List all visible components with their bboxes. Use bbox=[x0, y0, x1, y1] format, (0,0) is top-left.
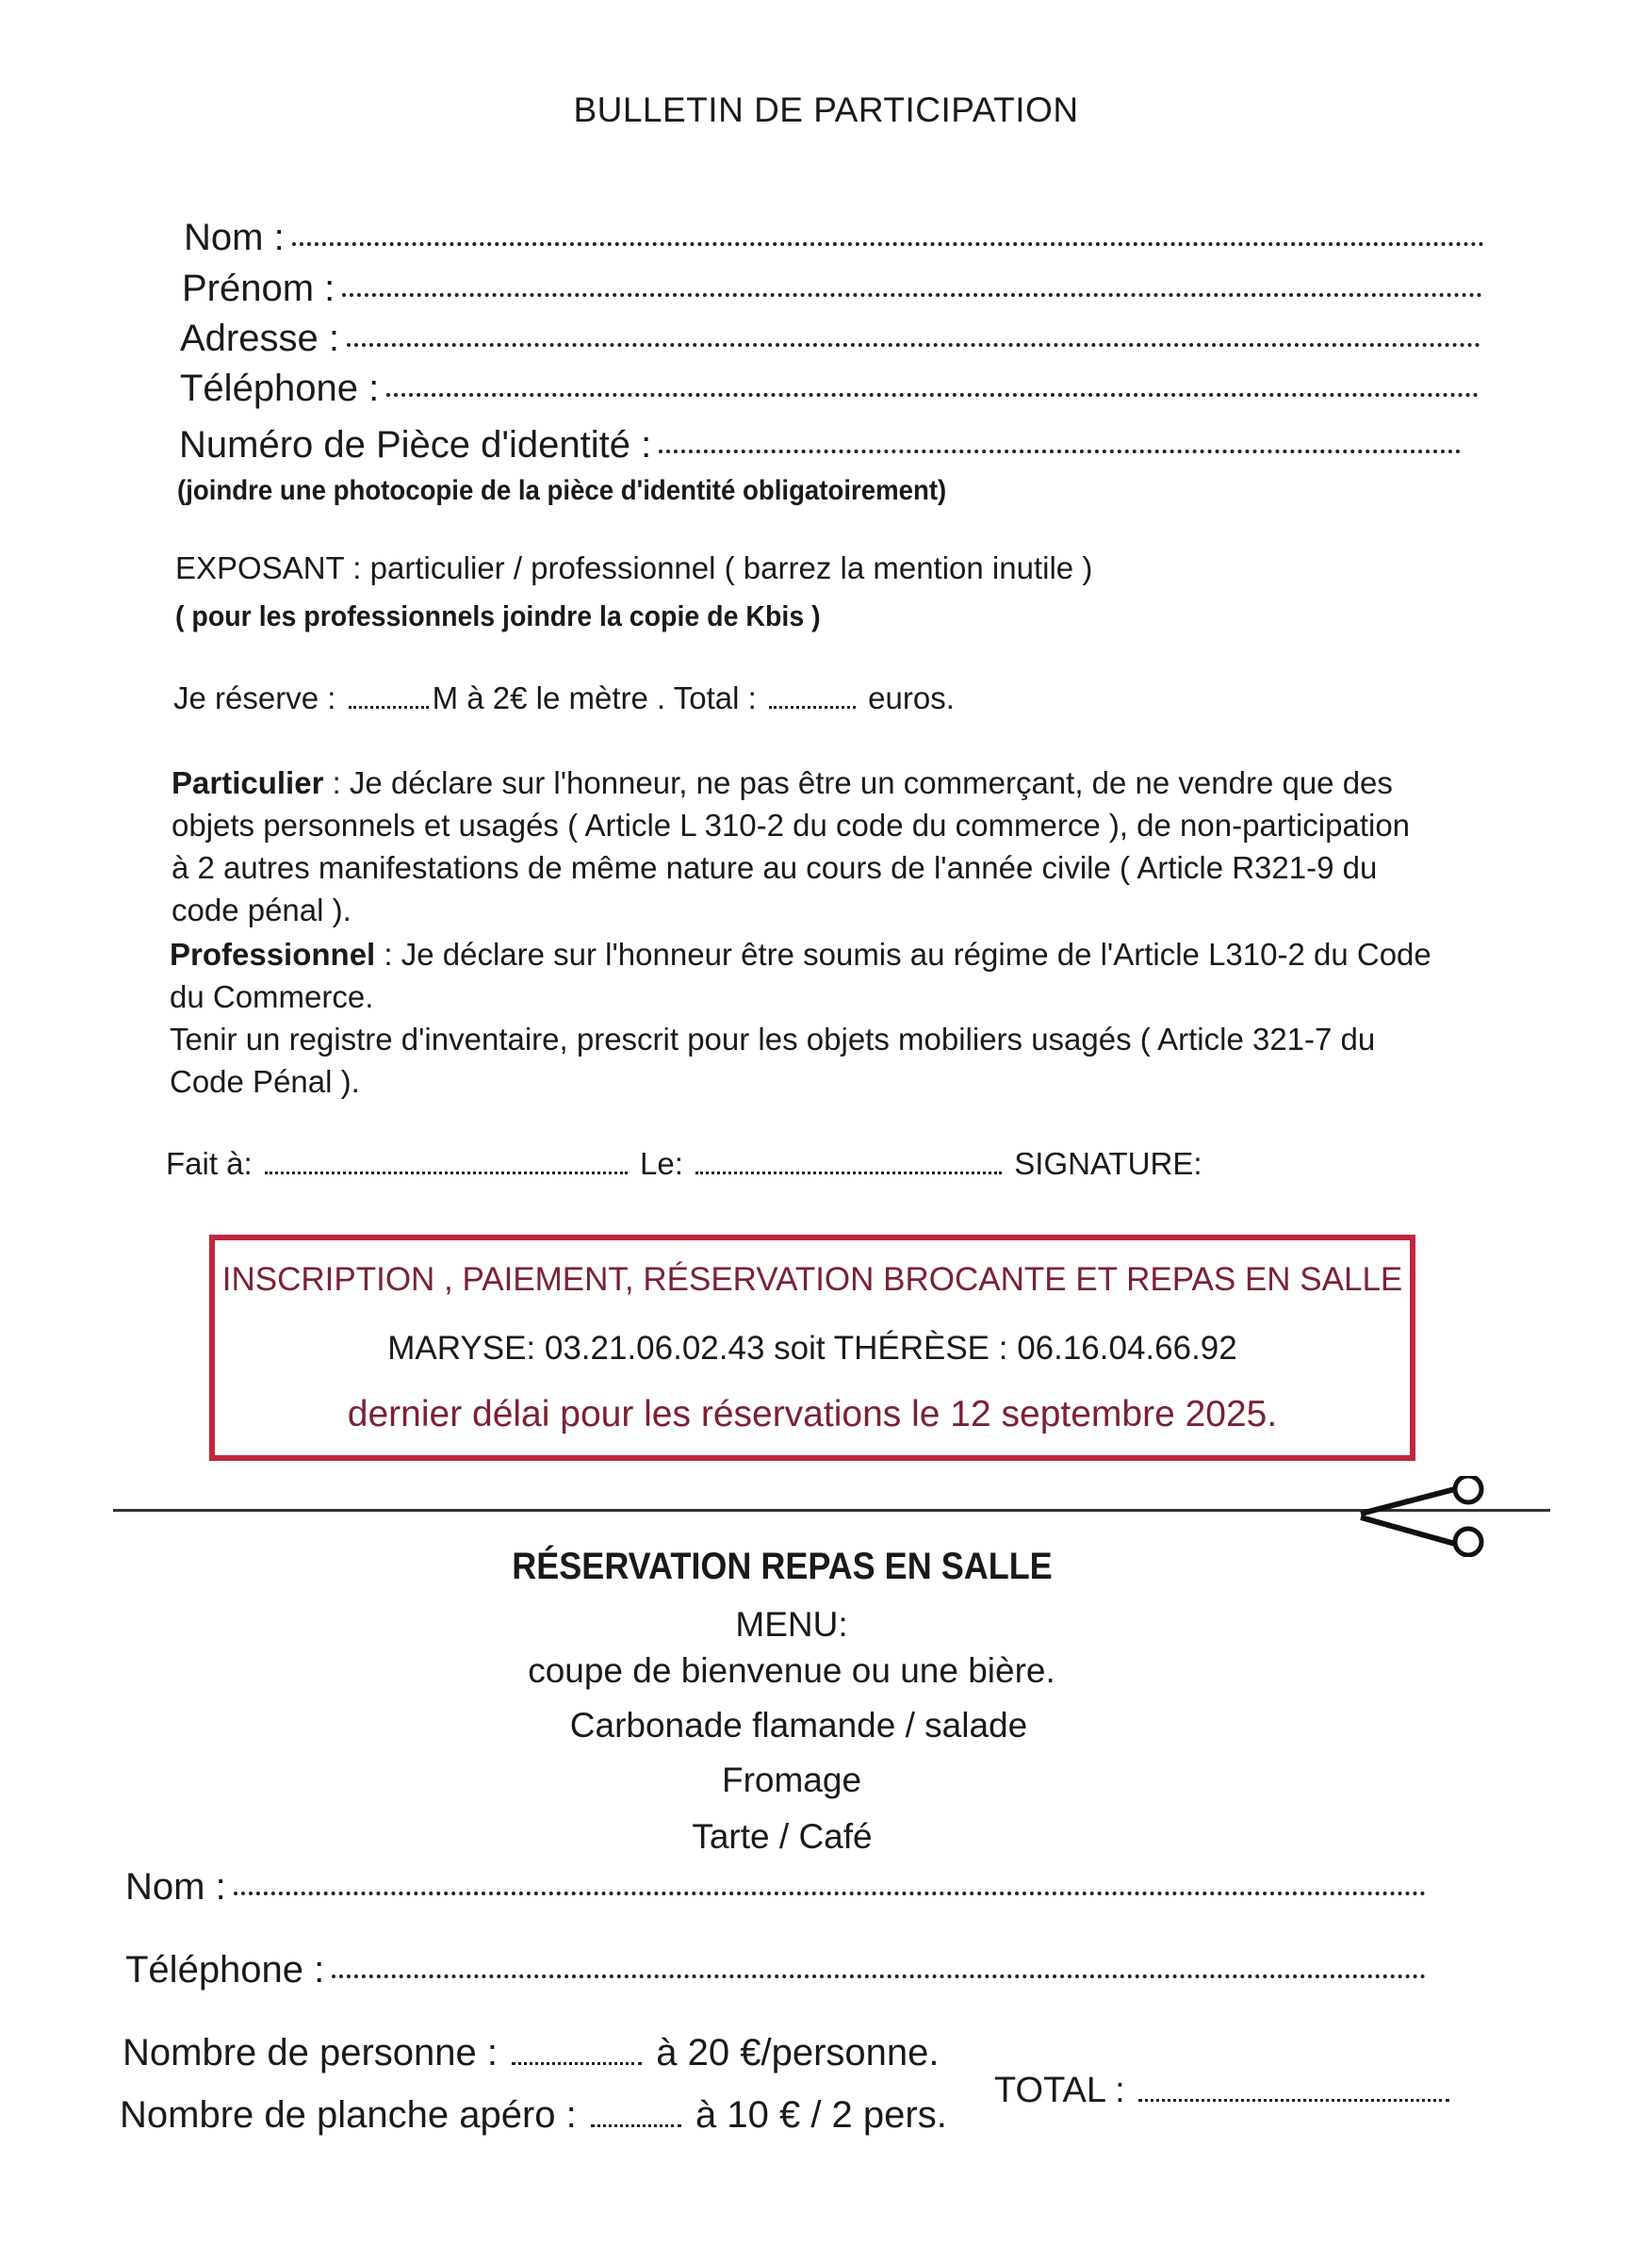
contact-box-deadline: dernier délai pour les réservations le 12 septembre 2025. bbox=[347, 1394, 1278, 1434]
declaration-professionnel bbox=[170, 933, 1431, 1103]
menu-item-2: Carbonade flamande / salade bbox=[569, 1706, 1028, 1745]
prenom-dots bbox=[342, 293, 1482, 297]
meal-nom-field[interactable] bbox=[125, 1866, 1426, 1909]
signature-line bbox=[166, 1146, 1202, 1182]
planche-label: Nombre de planche apéro : bbox=[120, 2094, 577, 2136]
registre-line-1: Tenir un registre d'inventaire, prescrit pour les objets mobiliers usagés ( Article 321-7 du bbox=[170, 1022, 1376, 1057]
fait-label: Fait à: bbox=[166, 1146, 253, 1181]
professionnel-label: Professionnel bbox=[170, 937, 376, 972]
personnes-label: Nombre de personne : bbox=[123, 2032, 499, 2073]
menu-item-3: Fromage bbox=[721, 1761, 862, 1799]
telephone-dots bbox=[386, 393, 1479, 397]
piece-identite-label: Numéro de Pièce d'identité : bbox=[179, 424, 652, 466]
page-title: BULLETIN DE PARTICIPATION bbox=[573, 90, 1079, 129]
meal-nom-dots bbox=[234, 1892, 1426, 1895]
meal-telephone-dots bbox=[332, 1975, 1426, 1978]
particulier-line-4: code pénal ). bbox=[172, 893, 352, 927]
exposant-line: EXPOSANT : particulier / professionnel ( barrez la mention inutile ) bbox=[175, 550, 1093, 585]
prenom-label: Prénom : bbox=[182, 268, 335, 309]
piece-identite-note: (joindre une photocopie de la pièce d'identité obligatoirement) bbox=[177, 475, 947, 506]
telephone-label: Téléphone : bbox=[180, 368, 380, 409]
meal-nom-label: Nom : bbox=[125, 1866, 226, 1908]
signature-label: SIGNATURE: bbox=[1014, 1146, 1202, 1181]
cut-line bbox=[113, 1509, 1550, 1512]
nom-field[interactable] bbox=[184, 217, 1484, 259]
reservation-prefix: Je réserve : bbox=[173, 680, 336, 715]
menu-item-4: Tarte / Café bbox=[692, 1817, 873, 1856]
contact-box-line-1: INSCRIPTION , PAIEMENT, RÉSERVATION BROCANTE ET REPAS EN SALLE bbox=[221, 1261, 1403, 1298]
reservation-suffix: euros. bbox=[868, 680, 955, 715]
particulier-line-2: objets personnels et usagés ( Article L 310-2 du code du commerce ), de non-participation bbox=[172, 808, 1411, 843]
particulier-label: Particulier bbox=[172, 765, 324, 800]
registre-line-2: Code Pénal ). bbox=[170, 1064, 360, 1099]
total-input[interactable] bbox=[1138, 2099, 1449, 2102]
piece-identite-dots bbox=[659, 450, 1461, 453]
personnes-input[interactable] bbox=[512, 2062, 642, 2065]
particulier-line-1: : Je déclare sur l'honneur, ne pas être un commerçant, de ne vendre que des bbox=[323, 765, 1393, 800]
menu-title: MENU: bbox=[735, 1605, 848, 1644]
nom-label: Nom : bbox=[184, 217, 285, 258]
planche-input[interactable] bbox=[591, 2124, 681, 2127]
total-label: TOTAL : bbox=[994, 2071, 1125, 2110]
personnes-line bbox=[123, 2032, 940, 2074]
kbis-note: ( pour les professionnels joindre la copie de Kbis ) bbox=[175, 599, 821, 632]
prenom-field[interactable] bbox=[182, 268, 1482, 310]
reservation-middle: M à 2€ le mètre . Total : bbox=[432, 680, 757, 715]
professionnel-line-1: : Je déclare sur l'honneur être soumis au régime de l'Article L310-2 du Code bbox=[375, 937, 1431, 972]
planche-line bbox=[120, 2094, 947, 2137]
metres-input[interactable] bbox=[349, 706, 429, 709]
total-euros-input[interactable] bbox=[769, 706, 856, 709]
meal-telephone-label: Téléphone : bbox=[125, 1949, 325, 1991]
contact-box-phones: MARYSE: 03.21.06.02.43 soit THÉRÈSE : 06.16.04.66.92 bbox=[387, 1330, 1237, 1367]
fait-a-input[interactable] bbox=[265, 1172, 628, 1174]
le-label: Le: bbox=[640, 1146, 683, 1181]
adresse-dots bbox=[347, 343, 1480, 347]
menu-item-1: coupe de bienvenue ou une bière. bbox=[528, 1651, 1055, 1690]
adresse-label: Adresse : bbox=[180, 318, 339, 359]
nom-dots bbox=[292, 242, 1484, 246]
total-line bbox=[994, 2071, 1453, 2111]
declaration-particulier bbox=[172, 762, 1410, 931]
piece-identite-field[interactable] bbox=[179, 424, 1461, 467]
meal-telephone-field[interactable] bbox=[125, 1949, 1426, 1991]
telephone-field[interactable] bbox=[180, 368, 1479, 410]
personnes-price: à 20 €/personne. bbox=[656, 2032, 940, 2073]
planche-price: à 10 € / 2 pers. bbox=[695, 2094, 947, 2136]
professionnel-line-2: du Commerce. bbox=[170, 979, 374, 1014]
meal-heading: RÉSERVATION REPAS EN SALLE bbox=[512, 1546, 1053, 1587]
adresse-field[interactable] bbox=[180, 318, 1480, 360]
contact-box bbox=[209, 1235, 1415, 1461]
date-input[interactable] bbox=[695, 1172, 1002, 1174]
particulier-line-3: à 2 autres manifestations de même nature au cours de l'année civile ( Article R321-9 du bbox=[172, 850, 1378, 885]
reservation-line bbox=[173, 680, 955, 716]
